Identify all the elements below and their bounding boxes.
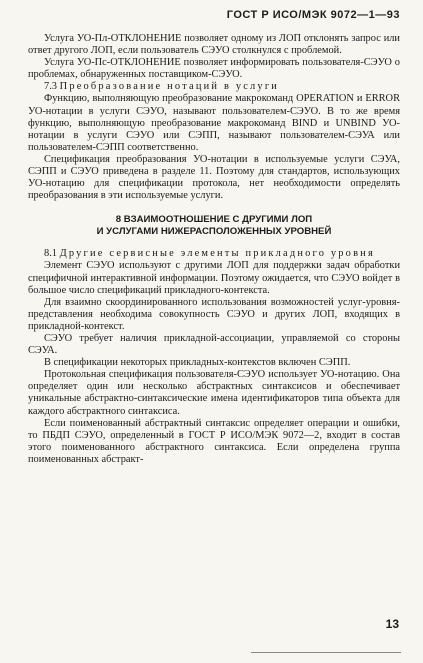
paragraph-8-1-6: Если поименованный абстрактный синтаксис определяет операции и ошибки, то ПБДП СЭУО, определенный в ГОСТ Р ИСО/МЭК 9072—2, входит в состав этого поименованного абстрактного синтаксиса. Если определена группа поименованных абстракт- [28,417,400,465]
page-body [28,33,400,466]
footer-rule [251,652,401,653]
document-header-code: ГОСТ Р ИСО/МЭК 9072—1—93 [226,9,400,21]
paragraph-8-1-5: Протокольная спецификация пользователя-СЭУО использует УО-нотацию. Она определяет один или несколько абстрактных синтаксисов и обеспечивает уникальные абстрактно-синтаксические имена идентификаторов типа объекта для каждого абстрактного синтаксиса. [28,369,400,417]
paragraph-7-3-2: Спецификация преобразования УО-нотации в используемые услуги СЭУА, СЭПП и СЭУО приведена в разделе 11. Поэтому для стандартов, использующих УО-нотацию для спецификации протокола, нет необходимости определять преобразования в эти используемые услуги. [28,153,400,202]
paragraph-8-1-4: В спецификации некоторых прикладных-контекстов включен СЭПП. [44,357,351,369]
section-title: Преобразование нотаций в услуги [59,81,280,93]
section-title: Другие сервисные элементы прикладного уровня [59,248,375,260]
paragraph-8-1-2: Для взаимно скоординированного использования возможностей услуг-уровня-представления необходима совокупность СЭУО и других ЛОП, входящих в прикладной-контекст. [28,296,400,332]
paragraph-8-1-1: Элемент СЭУО используют с другими ЛОП для поддержки задач обработки специфичной интерактивной информации. Поэтому ожидается, что СЭУО войдет в большое число спецификаций прикладного-контекста. [28,260,400,296]
section-number: 7.3 [44,81,57,93]
section-number: 8.1 [44,248,57,260]
section-8-heading [28,214,400,238]
page-number: 13 [385,617,399,631]
section-8-1-title [28,248,400,260]
paragraph-8-1-3: СЭУО требует наличия прикладной-ассоциации, управляемой со стороны СЭУА. [28,332,400,357]
paragraph-uo-pl-reject: Услуга УО-Пл-ОТКЛОНЕНИЕ позволяет одному из ЛОП отклонять запрос или ответ другого ЛОП, если пользователь СЭУО столкнулся с проблемой. [28,33,400,57]
section-7-3-title [28,81,400,93]
heading-line-2: И УСЛУГАМИ НИЖЕРАСПОЛОЖЕННЫХ УРОВНЕЙ [96,226,332,238]
heading-line-1: 8 ВЗАИМООТНОШЕНИЕ С ДРУГИМИ ЛОП [115,214,313,226]
paragraph-7-3-1: Функцию, выполняющую преобразование макрокоманд OPERATION и ERROR УО-нотации в услуги СЭУО, называют пользователем-СЭУО. В то же время функцию, выполняющую преобразование макрокоманд BIND и UNBIND УО-нотации в услуги СЭУО или СЭПП, называют пользователем-СЭУА или пользователем-СЭПП соответственно. [28,93,400,153]
paragraph-uo-ps-reject: Услуга УО-Пс-ОТКЛОНЕНИЕ позволяет информировать пользователя-СЭУО о проблемах, обнаруженных поставщиком-СЭУО. [28,57,400,81]
